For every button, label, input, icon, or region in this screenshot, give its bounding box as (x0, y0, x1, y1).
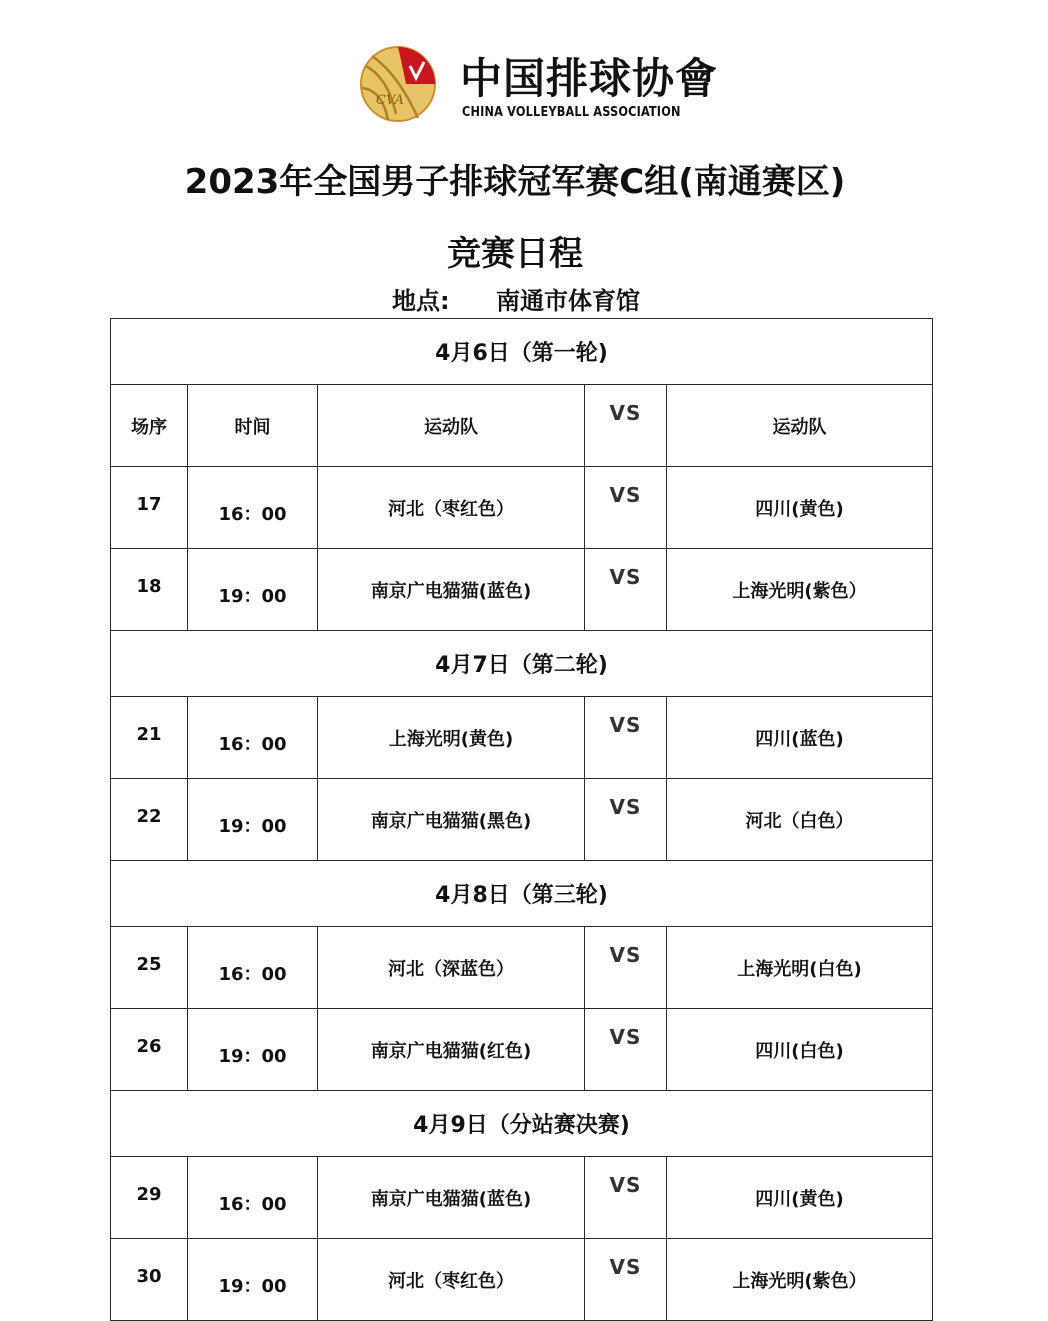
svg-text:CVA: CVA (376, 93, 404, 108)
match-time: 19：00 (188, 779, 318, 861)
match-row (111, 549, 933, 631)
team-b: 上海光明(紫色） (667, 1239, 933, 1321)
team-a: 南京广电猫猫(黑色) (318, 779, 585, 861)
vs-label: VS (585, 1009, 667, 1091)
venue-label: 地点: (392, 287, 450, 315)
vs-label: VS (585, 697, 667, 779)
page-title: 2023年全国男子排球冠军赛C组(南通赛区) (184, 162, 846, 202)
team-a: 上海光明(黄色) (318, 697, 585, 779)
team-b: 四川(黄色) (667, 1157, 933, 1239)
match-no: 18 (111, 549, 188, 631)
team-b: 四川(黄色) (667, 467, 933, 549)
match-row (111, 1009, 933, 1091)
header-team-b: 运动队 (667, 385, 933, 467)
match-row (111, 779, 933, 861)
match-row (111, 1157, 933, 1239)
match-row (111, 1239, 933, 1321)
header-team-a: 运动队 (318, 385, 585, 467)
cva-logo (356, 38, 719, 134)
day-label: 4月7日（第二轮) (111, 631, 933, 697)
vs-label: VS (585, 779, 667, 861)
match-time: 19：00 (188, 1239, 318, 1321)
header-vs: VS (585, 385, 667, 467)
team-a: 河北（枣红色） (318, 1239, 585, 1321)
team-b: 河北（白色） (667, 779, 933, 861)
schedule-table (110, 318, 933, 1321)
header-time: 时间 (188, 385, 318, 467)
header-match-no: 场序 (111, 385, 188, 467)
match-no: 26 (111, 1009, 188, 1091)
team-b: 四川(白色) (667, 1009, 933, 1091)
vs-label: VS (585, 1157, 667, 1239)
match-time: 16：00 (188, 697, 318, 779)
match-time: 16：00 (188, 467, 318, 549)
logo-english-wordmark: CHINA VOLLEYBALL ASSOCIATION (462, 104, 681, 120)
day-label: 4月9日（分站赛决赛) (111, 1091, 933, 1157)
day-header-row (111, 319, 933, 385)
match-row (111, 697, 933, 779)
match-time: 16：00 (188, 1157, 318, 1239)
match-no: 21 (111, 697, 188, 779)
match-time: 19：00 (188, 1009, 318, 1091)
day-header-row (111, 1091, 933, 1157)
day-header-row (111, 861, 933, 927)
team-b: 上海光明(白色) (667, 927, 933, 1009)
day-header-row (111, 631, 933, 697)
vs-label: VS (585, 549, 667, 631)
match-no: 29 (111, 1157, 188, 1239)
page-subtitle: 竞赛日程 (447, 234, 583, 274)
volleyball-logo-icon (358, 44, 438, 124)
match-no: 22 (111, 779, 188, 861)
column-header-row (111, 385, 933, 467)
venue-line (392, 281, 640, 316)
team-b: 上海光明(紫色） (667, 549, 933, 631)
team-a: 河北（深蓝色） (318, 927, 585, 1009)
day-label: 4月6日（第一轮) (111, 319, 933, 385)
match-no: 25 (111, 927, 188, 1009)
team-b: 四川(蓝色) (667, 697, 933, 779)
match-row (111, 467, 933, 549)
match-time: 19：00 (188, 549, 318, 631)
match-row (111, 927, 933, 1009)
team-a: 南京广电猫猫(红色) (318, 1009, 585, 1091)
match-no: 30 (111, 1239, 188, 1321)
vs-label: VS (585, 927, 667, 1009)
team-a: 河北（枣红色） (318, 467, 585, 549)
vs-label: VS (585, 467, 667, 549)
logo-chinese-wordmark: 中国排球协會 (460, 54, 719, 103)
vs-label: VS (585, 1239, 667, 1321)
team-a: 南京广电猫猫(蓝色) (318, 1157, 585, 1239)
venue-value: 南通市体育馆 (496, 287, 640, 315)
day-label: 4月8日（第三轮) (111, 861, 933, 927)
team-a: 南京广电猫猫(蓝色) (318, 549, 585, 631)
match-no: 17 (111, 467, 188, 549)
match-time: 16：00 (188, 927, 318, 1009)
